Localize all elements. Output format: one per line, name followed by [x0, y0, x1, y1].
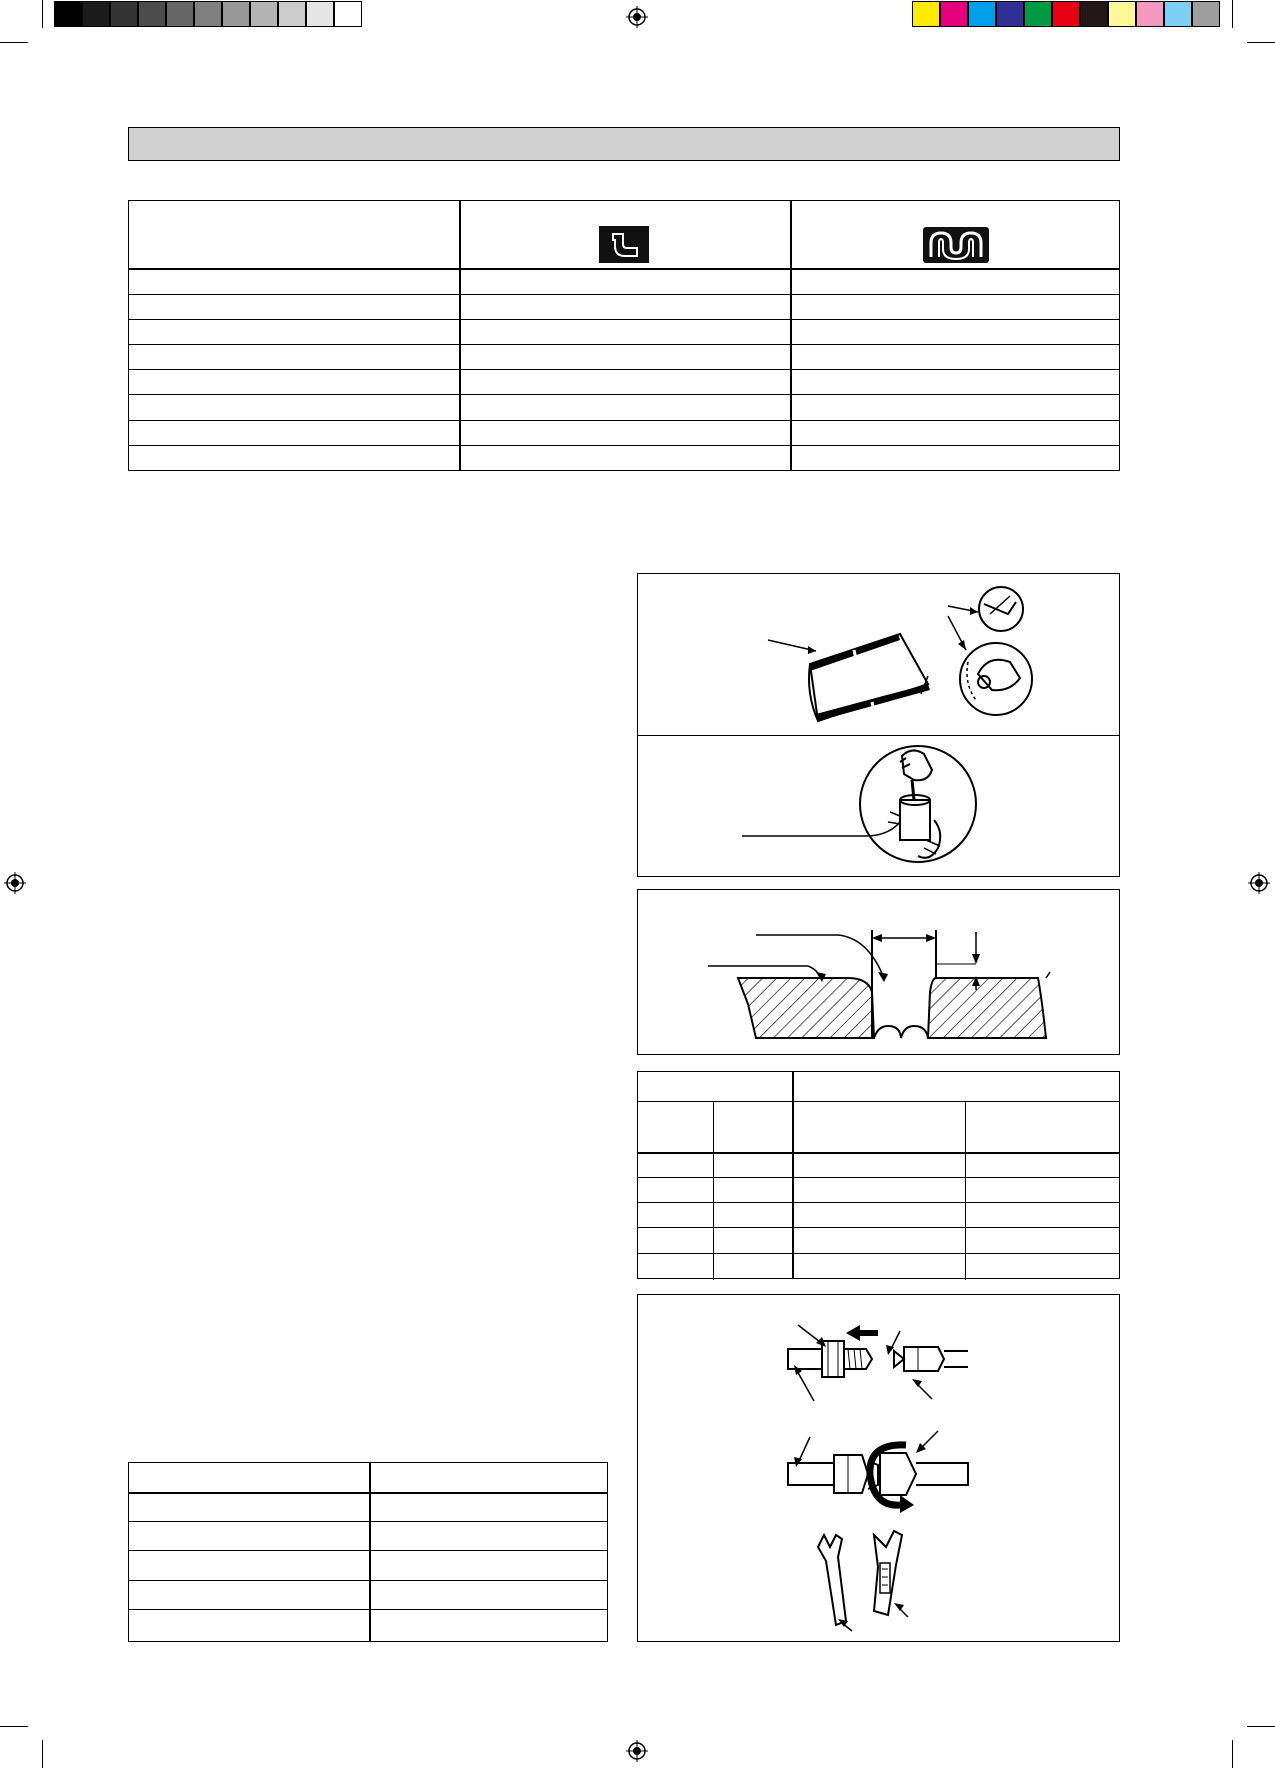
table-row-divider [129, 1580, 607, 1581]
table-column-divider [369, 1463, 371, 1641]
table-header-divider [638, 1152, 1119, 1154]
pipe-cut-illustration [638, 574, 1121, 737]
grayscale-swatch [166, 1, 194, 27]
color-swatch [1108, 1, 1136, 27]
flare-dimension-figure [637, 889, 1120, 1055]
crop-mark [0, 1726, 28, 1727]
registration-mark-icon [4, 872, 26, 894]
color-swatch [1192, 1, 1220, 27]
table-row-divider [129, 369, 1119, 370]
table-header-divider [129, 1492, 607, 1494]
color-swatch [1024, 1, 1052, 27]
table-row-divider [129, 420, 1119, 421]
color-swatch [1052, 1, 1080, 27]
pipe-reaming-figure [637, 735, 1120, 877]
flare-dimension-table [637, 1071, 1120, 1279]
grayscale-swatch [82, 1, 110, 27]
color-swatch [996, 1, 1024, 27]
table-row-divider [638, 1202, 1119, 1203]
registration-mark-icon [626, 6, 648, 28]
table-row-divider [638, 1253, 1119, 1254]
flare-section-illustration [638, 890, 1121, 1056]
table-row-divider [638, 1177, 1119, 1178]
torque-table [128, 1462, 608, 1642]
color-swatch [940, 1, 968, 27]
crop-mark [0, 42, 28, 43]
grayscale-swatch [306, 1, 334, 27]
table-row-divider [129, 445, 1119, 446]
table-row-divider [129, 319, 1119, 320]
grayscale-swatch [54, 1, 82, 27]
crop-mark [1247, 1726, 1275, 1727]
color-swatch [968, 1, 996, 27]
color-swatch [1136, 1, 1164, 27]
section-title-bar [128, 127, 1120, 161]
registration-mark-icon [1248, 872, 1270, 894]
table-row-divider [638, 1227, 1119, 1228]
table-row-divider [129, 1609, 607, 1610]
table-column-divider [790, 201, 792, 470]
table-row-divider [129, 1521, 607, 1522]
pipe-spec-table [128, 200, 1120, 471]
pipe-cutting-figure [637, 573, 1120, 736]
table-column-divider [459, 201, 461, 470]
grayscale-swatch [278, 1, 306, 27]
crop-mark [1247, 42, 1275, 43]
crop-mark [42, 0, 43, 28]
grayscale-swatch [334, 1, 362, 27]
table-column-divider [792, 1072, 794, 1278]
color-swatch [1080, 1, 1108, 27]
crop-mark [1232, 1740, 1233, 1768]
grayscale-swatch [250, 1, 278, 27]
reamer-illustration [638, 736, 1121, 878]
grayscale-swatch [110, 1, 138, 27]
crop-mark [42, 1740, 43, 1768]
grayscale-swatch [222, 1, 250, 27]
table-header-divider [638, 1101, 1119, 1102]
color-swatch [1164, 1, 1192, 27]
table-row-divider [129, 394, 1119, 395]
crop-mark [1232, 0, 1233, 28]
grayscale-swatch [138, 1, 166, 27]
flare-nut-connection-figure [637, 1294, 1120, 1642]
bend-pipe-icon [599, 226, 649, 263]
flare-connection-illustration [638, 1295, 1121, 1643]
color-swatch [912, 1, 940, 27]
grayscale-swatch [194, 1, 222, 27]
table-header-divider [129, 268, 1119, 270]
table-row-divider [129, 294, 1119, 295]
registration-mark-icon [626, 1740, 648, 1762]
table-row-divider [129, 1550, 607, 1551]
coil-pipe-icon [923, 227, 989, 263]
table-row-divider [129, 344, 1119, 345]
